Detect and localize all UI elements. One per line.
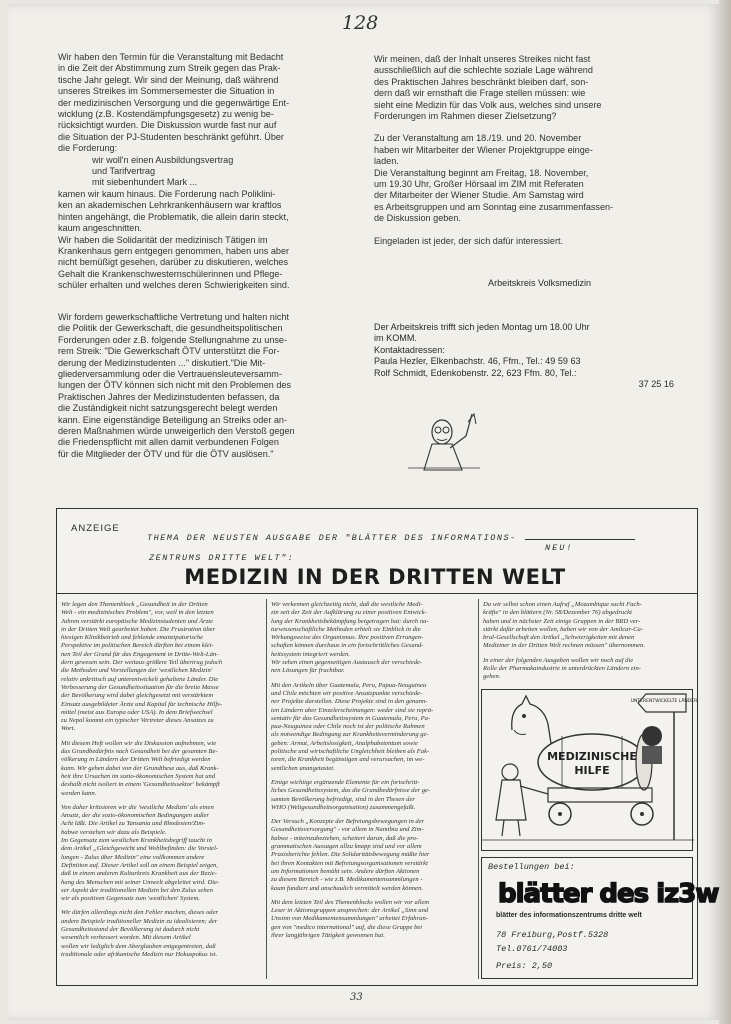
ad-text-line: grammatischen Aussagen allzu knapp sind und vor allem bbox=[271, 843, 422, 851]
contact-lines bbox=[374, 322, 674, 379]
doodle-figure-icon bbox=[404, 410, 484, 478]
ad-text-line: lung der Krankheitsbekämpfung beigetragen hat: durch na- bbox=[271, 617, 429, 625]
text-line: mit siebenhundert Mark ... bbox=[92, 177, 198, 188]
text-line: kaum angeschnitten. bbox=[58, 223, 142, 234]
ad-text-line: zu diesem Bereich - wie z.B. Medikamentensammlungen - bbox=[271, 876, 423, 884]
text-line: ausschließlich auf die schlechte soziale Lage während bbox=[374, 65, 593, 76]
text-line: der medizinischen Versorgung und die gegenwärtige Ent- bbox=[58, 97, 290, 108]
left-column-top bbox=[58, 52, 360, 292]
ad-text-line: heitssystem integriert werden. bbox=[271, 650, 351, 658]
page-edge bbox=[719, 0, 731, 1024]
ad-text-line: kann. Wir gehen dabei von der Grundthese aus, daß Krank- bbox=[61, 764, 219, 772]
ad-typed-line-1: THEMA DER NEUSTEN AUSGABE DER "BLÄTTER DES INFORMATIONS- bbox=[147, 533, 517, 543]
ad-text-line: traditionale oder afrikanische Medizin nur Hokuspokus ist. bbox=[61, 950, 218, 958]
ad-text-line: werden kann. bbox=[61, 789, 97, 797]
ad-text-line: nen Teil der Grund für das Engagement in Dritte-Welt-Län- bbox=[61, 650, 219, 658]
ad-text-line: politische und wirtschaftliche Ungleichheit bleiben als Fak- bbox=[271, 748, 430, 756]
ad-text-line: und Chile möchten wir positive Ansatzpunkte verschiede- bbox=[271, 689, 423, 697]
ad-text-line: Mit dem letzten Teil des Themenblocks wollen wir vor allem bbox=[271, 898, 430, 906]
contact-line: im KOMM. bbox=[374, 333, 417, 344]
contact-tel: 37 25 16 bbox=[638, 379, 674, 390]
ad-text-line: bral-Gesellschaft den Artikel „Schwierigkeiten mit denen bbox=[483, 634, 635, 642]
ad-text-line: andere Beispiele traditioneller Medizin zu idealisieren; der bbox=[61, 917, 218, 925]
ad-text-line: Definition auf. Dieser Artikel soll an einem Beispiel zeigen, bbox=[61, 861, 219, 869]
ad-text-line: sentlichen unangetastet. bbox=[271, 764, 335, 772]
ad-text-line: Von daher kritisieren wir die 'westliche Medizin' als einen bbox=[61, 803, 214, 811]
ad-text-line: Einsatz ausgebildeter Ärzte und Kapital für technische Hilfs- bbox=[61, 700, 222, 708]
barrel-text-2: HILFE bbox=[574, 764, 610, 777]
donkey-cart-icon bbox=[482, 690, 698, 852]
ad-text-line: ser Aspekt der traditionellen Medizin bei den Zulus sehen bbox=[61, 886, 213, 894]
text-line: derung der Medizinstudenten ..." diskutiert."Die Mit- bbox=[58, 357, 266, 368]
ad-text-line: haben und in nächster Zeit einige Gruppen in der BRD ver- bbox=[483, 617, 641, 625]
text-line: Praktischen Jahres der Medizinstudenten befassen, da bbox=[58, 391, 280, 402]
order-phone: Tel.0761/74003 bbox=[496, 944, 568, 954]
text-line: in die Zeit der Abstimmung zum Streik gegen das Prak- bbox=[58, 63, 281, 74]
new-tag-rule bbox=[525, 539, 635, 540]
signature: Arbeitskreis Volksmedizin bbox=[488, 278, 592, 288]
ad-text-line: Rolle der Pharmakaindustrie in unterdrückten Ländern ein- bbox=[483, 665, 641, 673]
ad-text-line: Mediziner in der Dritten Welt rechnen müssen" übernommen. bbox=[483, 642, 645, 650]
ad-text-line: Wir sehen einen gegenseitigen Austausch der verschiede- bbox=[271, 659, 423, 667]
ad-text-line: Einige wichtige ergänzende Elemente für ein fortschritt- bbox=[271, 778, 420, 786]
ad-text-line: schaften können durchaus in ein fortschrittliches Gesund- bbox=[271, 642, 424, 650]
ad-text-line: Leser in Aktionsgruppen ansprechen: der Artikel „Sinn und bbox=[271, 907, 429, 915]
barrel-text-1: MEDIZINISCHE bbox=[547, 750, 637, 763]
ad-text-line: Praxisberichte fehlen. Die Solidaritätsbewegung müßte hier bbox=[271, 851, 430, 859]
text-line: sieht eine Medizin für das Volk aus, welches sind unsere bbox=[374, 99, 602, 110]
ad-text-line: kräfte" in den blättern (Nr. 58/Dezember 76) abgedruckt bbox=[483, 609, 632, 617]
text-line: hinten angehängt, die Problematik, die allein darin steckt, bbox=[58, 211, 289, 222]
ad-text-line: Unsinn von Medikamentensammlungen" arbeitet Erfahrun- bbox=[271, 915, 428, 923]
ad-column-3 bbox=[483, 601, 695, 682]
order-address: 78 Freiburg,Postf.5328 bbox=[496, 930, 609, 940]
ad-text-line: Verbesserung der Gesundheitssituation für die breite Masse bbox=[61, 683, 219, 691]
ad-text-line: daß in einem anderen Kulturkreis Krankheit aus der Bezie- bbox=[61, 870, 217, 878]
ad-text-line: zin seit der Zeit der Aufklärung zu einer positiven Entwick- bbox=[271, 609, 427, 617]
text-line: es Arbeitsgruppen und am Sonntag eine zusammenfassen- bbox=[374, 201, 614, 212]
right-para-2 bbox=[374, 133, 686, 224]
ad-text-line: deshalb nicht isoliert in einem 'Gesundheitssektor' bekämpft bbox=[61, 781, 220, 789]
text-line: Zu der Veranstaltung am 18./19. und 20. November bbox=[374, 133, 582, 144]
text-line: des Praktischen Jahres beschränkt bleiben darf, son- bbox=[374, 76, 589, 87]
ad-text-line: lungen - Zulus über Medizin" eine vollkommen andere bbox=[61, 853, 205, 861]
ad-text-line: nen Lösungen für fruchtbar. bbox=[271, 667, 345, 675]
text-line: Gehalt die Krankenschwesternschülerinnen und Pflege- bbox=[58, 268, 283, 279]
text-line: wicklung (z.B. Kostendämpfungsgesetz) zu wenig be- bbox=[58, 109, 274, 120]
ad-text-line: Gesundheitsversorgung" - vor allem in Namibia und Zim- bbox=[271, 826, 424, 834]
column-rule-2 bbox=[478, 599, 479, 979]
new-tag: NEU! bbox=[545, 543, 574, 553]
text-line: gliederversammlung oder die Vertrauensleuteversamm- bbox=[58, 369, 282, 380]
ad-text-line: der Bevölkerung wird dabei gleichgesetzt mit verstärktem bbox=[61, 692, 214, 700]
order-title: Bestellungen bei: bbox=[488, 862, 575, 872]
order-box bbox=[481, 857, 719, 979]
ad-text-line: mittel (meist aus Europa oder USA). In dem Briefwechsel bbox=[61, 708, 213, 716]
ad-text-line: völkerung in Ländern der Dritten Welt befriedigt werden bbox=[61, 756, 211, 764]
contact-line: Der Arbeitskreis trifft sich jeden Montag um 18.00 Uhr bbox=[374, 322, 590, 332]
text-line: Forderungen oder z.B. folgende Stellungnahme zu unse- bbox=[58, 334, 288, 345]
left-column-bottom bbox=[58, 312, 360, 460]
ad-text-line: Acht läßt. Die Artikel zu Tansania und Rhodesien/Zim- bbox=[61, 820, 206, 828]
text-line: und Tarifvertrag bbox=[92, 166, 156, 177]
ad-text-line: Wort. bbox=[61, 725, 76, 733]
ad-text-line: ihrer langjährigen Tätigkeit gewonnen hat. bbox=[271, 931, 385, 939]
ad-text-line: toren, die Krankheit begünstigen und verursachen, im we- bbox=[271, 756, 425, 764]
text-line: nicht bemüßigt gesehen, darüber zu diskutieren, welches bbox=[58, 257, 288, 268]
contact-line: Rolf Schmidt, Edenkobenstr. 22, 623 Ffm. 80, Tel.: bbox=[374, 367, 577, 378]
ad-text-line: ner Projekte darstellen. Diese Projekte sind in den genann- bbox=[271, 698, 428, 706]
ad-text-line: Ansatz, der die sozio-ökonomischen Bedingungen außer bbox=[61, 812, 209, 820]
text-line: dern daß wir ernsthaft die Frage stellen müssen: wie bbox=[374, 88, 586, 99]
ad-text-line: dem Artikel „Gleichgewicht und Wohlbefinden: die Vorstel- bbox=[61, 845, 219, 853]
ad-column-1 bbox=[61, 601, 263, 959]
text-line: wir woll'n einen Ausbildungsvertrag bbox=[92, 154, 234, 165]
left-para-3 bbox=[58, 312, 360, 460]
text-line: die Friedenspflicht mit allen damit verbundenen Folgen bbox=[58, 437, 279, 448]
text-line: Wir haben den Termin für die Veranstaltung mit Bedacht bbox=[58, 52, 284, 62]
ad-text-line: das Grundbedürfnis nach Gesundheit bei der gesamten Be- bbox=[61, 748, 218, 756]
ad-text-line: turwissenschaftliche Methoden erhielt sie Einblick in die bbox=[271, 625, 421, 633]
text-line: rücksichtigt wurden. Die Diskussion wurde fast nur auf bbox=[58, 120, 277, 131]
sign-text: UNTERENTWICKELTE LÄNDER bbox=[630, 699, 698, 704]
ad-text-line: WHO (Weltgesundheitsorganisation) zusammengefaßt. bbox=[271, 803, 416, 811]
ad-text-line: wir als positiven Gegensatz zum 'westlichen' System. bbox=[61, 895, 200, 903]
ad-text-line: hung des Menschen mit seiner Umwelt abgeleitet wird. Die- bbox=[61, 878, 220, 886]
ad-text-line: Mit diesem Heft wollen wir die Diskussion aufnehmen, wie bbox=[61, 739, 217, 747]
handwritten-page-number: 128 bbox=[342, 12, 379, 34]
text-line: für die Mitglieder der ÖTV und für die ÖTV auslösen." bbox=[58, 448, 274, 459]
left-para-2 bbox=[58, 189, 360, 292]
ad-text-line: In einer der folgenden Ausgaben wollen wir noch auf die bbox=[483, 656, 634, 664]
advertisement-box bbox=[56, 508, 719, 986]
ad-text-line: Im Gegensatz zum westlichen Krankheitsbegriff taucht in bbox=[61, 837, 212, 845]
text-line: schüler erhalten und welches deren Schwierigkeiten sind. bbox=[58, 280, 290, 291]
ad-text-line: relativ unkritisch auf unterentwickelt gehaltene Länder. Die bbox=[61, 675, 219, 683]
text-line: Wir haben die Solidarität der medizinisch Tätigen im bbox=[58, 234, 268, 245]
ad-divider bbox=[57, 593, 697, 594]
ad-text-line: Welt - ein medizinisches Problem", vor, weil in den letzten bbox=[61, 609, 214, 617]
text-line: deren Maßnahmen würde unweigerlich den Verstoß gegen bbox=[58, 426, 295, 437]
left-indented-demands bbox=[58, 155, 360, 189]
iz3w-logo bbox=[496, 874, 719, 910]
ad-text-line: Gesundheitsstand der Bevölkerung ist dadurch nicht bbox=[61, 925, 200, 933]
order-price: Preis: 2,50 bbox=[496, 961, 553, 971]
text-line: laden. bbox=[374, 156, 399, 167]
right-para-1 bbox=[374, 54, 686, 122]
text-line: lungen der ÖTV können sich nicht mit den Problemen des bbox=[58, 380, 292, 391]
ad-text-line: bei ihren Kontakten mit Befreiungsorganisationen verstärkt bbox=[271, 859, 428, 867]
text-line: die Forderung: bbox=[58, 143, 118, 154]
logo-text: blätter des iz3w bbox=[498, 879, 719, 909]
ad-text-line: pua-Neuguinea oder Chile noch ist der politische Rahmen bbox=[271, 723, 425, 731]
text-line: die Situation der PJ-Studenten beschränkt geführt. Über bbox=[58, 131, 284, 142]
ad-text-line: sentativ für das Gesundheitssystem in Guatemala, Peru, Pa- bbox=[271, 714, 431, 722]
text-line: die Zuständigkeit nicht satzungsgerecht belegt werden bbox=[58, 403, 278, 414]
ad-text-line: Wir verkennen gleichzeitig nicht, daß die westliche Medi- bbox=[271, 601, 423, 608]
text-line: haben wir Mitarbeiter der Wiener Projektgruppe einge- bbox=[374, 144, 593, 155]
text-line: die Politik der Gewerkschaft, die gesundheitspolitischen bbox=[58, 323, 283, 334]
ad-headline: MEDIZIN IN DER DRITTEN WELT bbox=[184, 565, 566, 589]
ad-text-line: Mit den Artikeln über Guatemala, Peru, Papua-Neuguinea bbox=[271, 681, 427, 689]
text-line: um 19.30 Uhr, Großer Hörsaal im ZIM mit Referaten bbox=[374, 179, 584, 190]
ad-text-line: geben: Armut, Arbeitslosigkeit, Analphabetentum sowie bbox=[271, 739, 418, 747]
ad-text-line: Wir dürfen allerdings nicht den Fehler machen, dieses oder bbox=[61, 909, 219, 917]
printed-page-number: 33 bbox=[350, 992, 363, 1003]
ad-text-line: dern gewesen sein. Der weitaus größere Teil übertrug jedoch bbox=[61, 659, 223, 667]
ad-text-line: Der Versuch „Konzepte der Befreiungsbewegungen in der bbox=[271, 818, 425, 826]
ad-text-line: Wir legen den Themenblock „Gesundheit in der Dritten bbox=[61, 601, 208, 608]
text-line: der Mitarbeiter der Wiener Studie. Am Samstag wird bbox=[374, 190, 584, 201]
text-line: tische Jahr gelegt. Wir sind der Meinung, daß während bbox=[58, 74, 279, 85]
text-line: Forderungen im Rahmen dieser Zielsetzung? bbox=[374, 111, 557, 122]
ad-text-line: in der Dritten Welt gearbeitet haben. Die Frustration über bbox=[61, 625, 216, 633]
ad-text-line: die Methoden und Vorstellungen der 'westlichen Medizin' bbox=[61, 667, 213, 675]
contact-line: Paula Hezler, Elkenbachstr. 46, Ffm., Tel.: 49 59 63 bbox=[374, 356, 581, 367]
ad-text-line: kaum fundiert und anschaulich vermittelt werden können. bbox=[271, 884, 423, 892]
text-line: kann. Eine eigenständige Beteiligung an Streiks oder an- bbox=[58, 414, 288, 425]
ad-text-line: samten Bevölkerung befriedigt, sind in den Thesen der bbox=[271, 795, 415, 803]
ad-text-line: babwe verstehen wir dazu als Beispiele. bbox=[61, 828, 167, 836]
logo-subtitle: blätter des informationszentrums dritte welt bbox=[496, 912, 642, 919]
text-line: kamen wir kaum hinaus. Die Forderung nach Poliklini- bbox=[58, 188, 276, 199]
text-line: Wir fordern gewerkschaftliche Vertretung und halten nicht bbox=[58, 312, 290, 322]
contact-block bbox=[374, 322, 674, 390]
ad-text-line: babwe - miteinzubeziehen, scheitert daran, daß die pro- bbox=[271, 834, 419, 842]
ad-text-line: Perspektive im politischen Bereich dürften bei einem klei- bbox=[61, 642, 214, 650]
ad-text-line: Wirkungsweise des Organismus. Ihre positiven Errungen- bbox=[271, 634, 424, 642]
ad-text-line: als notwendige Bedingung zur Krankheitsverminderung ge- bbox=[271, 731, 429, 739]
ad-text-line: ten Ländern aber Einzelerscheinungen: weder sind sie reprä- bbox=[271, 706, 434, 714]
text-line: Wir meinen, daß der Inhalt unseres Streikes nicht fast bbox=[374, 54, 591, 64]
ad-text-line: um Informationen bemüht sein. Andere dürften Aktionen bbox=[271, 867, 420, 875]
ad-typed-line-2: ZENTRUMS DRITTE WELT": bbox=[149, 553, 295, 563]
ad-text-line: gehen. bbox=[483, 673, 501, 681]
text-line: Krankenhaus gern entgegen genommen, haben uns aber bbox=[58, 245, 290, 256]
right-column bbox=[374, 54, 686, 247]
ad-text-line: gen von "medico international" auf, die diese Gruppe bei bbox=[271, 923, 423, 931]
ad-column-2 bbox=[271, 601, 475, 940]
ad-label: ANZEIGE bbox=[71, 523, 120, 534]
ad-text-line: stärkt dafür arbeiten wollen, haben wir von der Amilcar-Ca- bbox=[483, 625, 643, 633]
ad-text-line: wesentlich verbessert worden. Mit diesem Artikel bbox=[61, 934, 191, 942]
ad-text-line: zu Nepal kommt ein typischer Vertreter dieses Ansatzes zu bbox=[61, 717, 214, 725]
left-para-1 bbox=[58, 52, 360, 155]
ad-text-line: hiesigen Klinikbetrieb und fehlende emanzipatorische bbox=[61, 634, 204, 642]
column-rule-1 bbox=[266, 599, 267, 979]
ad-text-line: liches Gesundheitssystem, das die Grundbedürfnisse der ge- bbox=[271, 787, 431, 795]
text-line: rem Streik: "Die Gewerkschaft ÖTV unterstützt die For- bbox=[58, 346, 280, 357]
text-line: de Diskussion geben. bbox=[374, 213, 461, 224]
text-line: ken an akademischen Lehrkrankenhäusern war kraftlos bbox=[58, 200, 282, 211]
ad-text-line: Jahren verstärkt europäische Medizinstudenten und Ärzte bbox=[61, 617, 214, 625]
ad-text-line: wollen wir lediglich dem Aberglauben entgegentreten, daß bbox=[61, 942, 216, 950]
text-line: Die Veranstaltung beginnt am Freitag, 18. November, bbox=[374, 167, 589, 178]
ad-text-line: Da wir selbst schon einen Aufruf „Mozambique sucht Fach- bbox=[483, 601, 642, 608]
ad-text-line: heit ihre Ursachen im sozio-ökonomischen System hat und bbox=[61, 772, 216, 780]
contact-line: Kontaktadressen: bbox=[374, 344, 445, 355]
text-line: unseres Streikes im Sommersemester die Situation in bbox=[58, 86, 275, 97]
right-para-3: Eingeladen ist jeder, der sich dafür interessiert. bbox=[374, 235, 564, 246]
cartoon-medical-aid bbox=[481, 689, 698, 851]
